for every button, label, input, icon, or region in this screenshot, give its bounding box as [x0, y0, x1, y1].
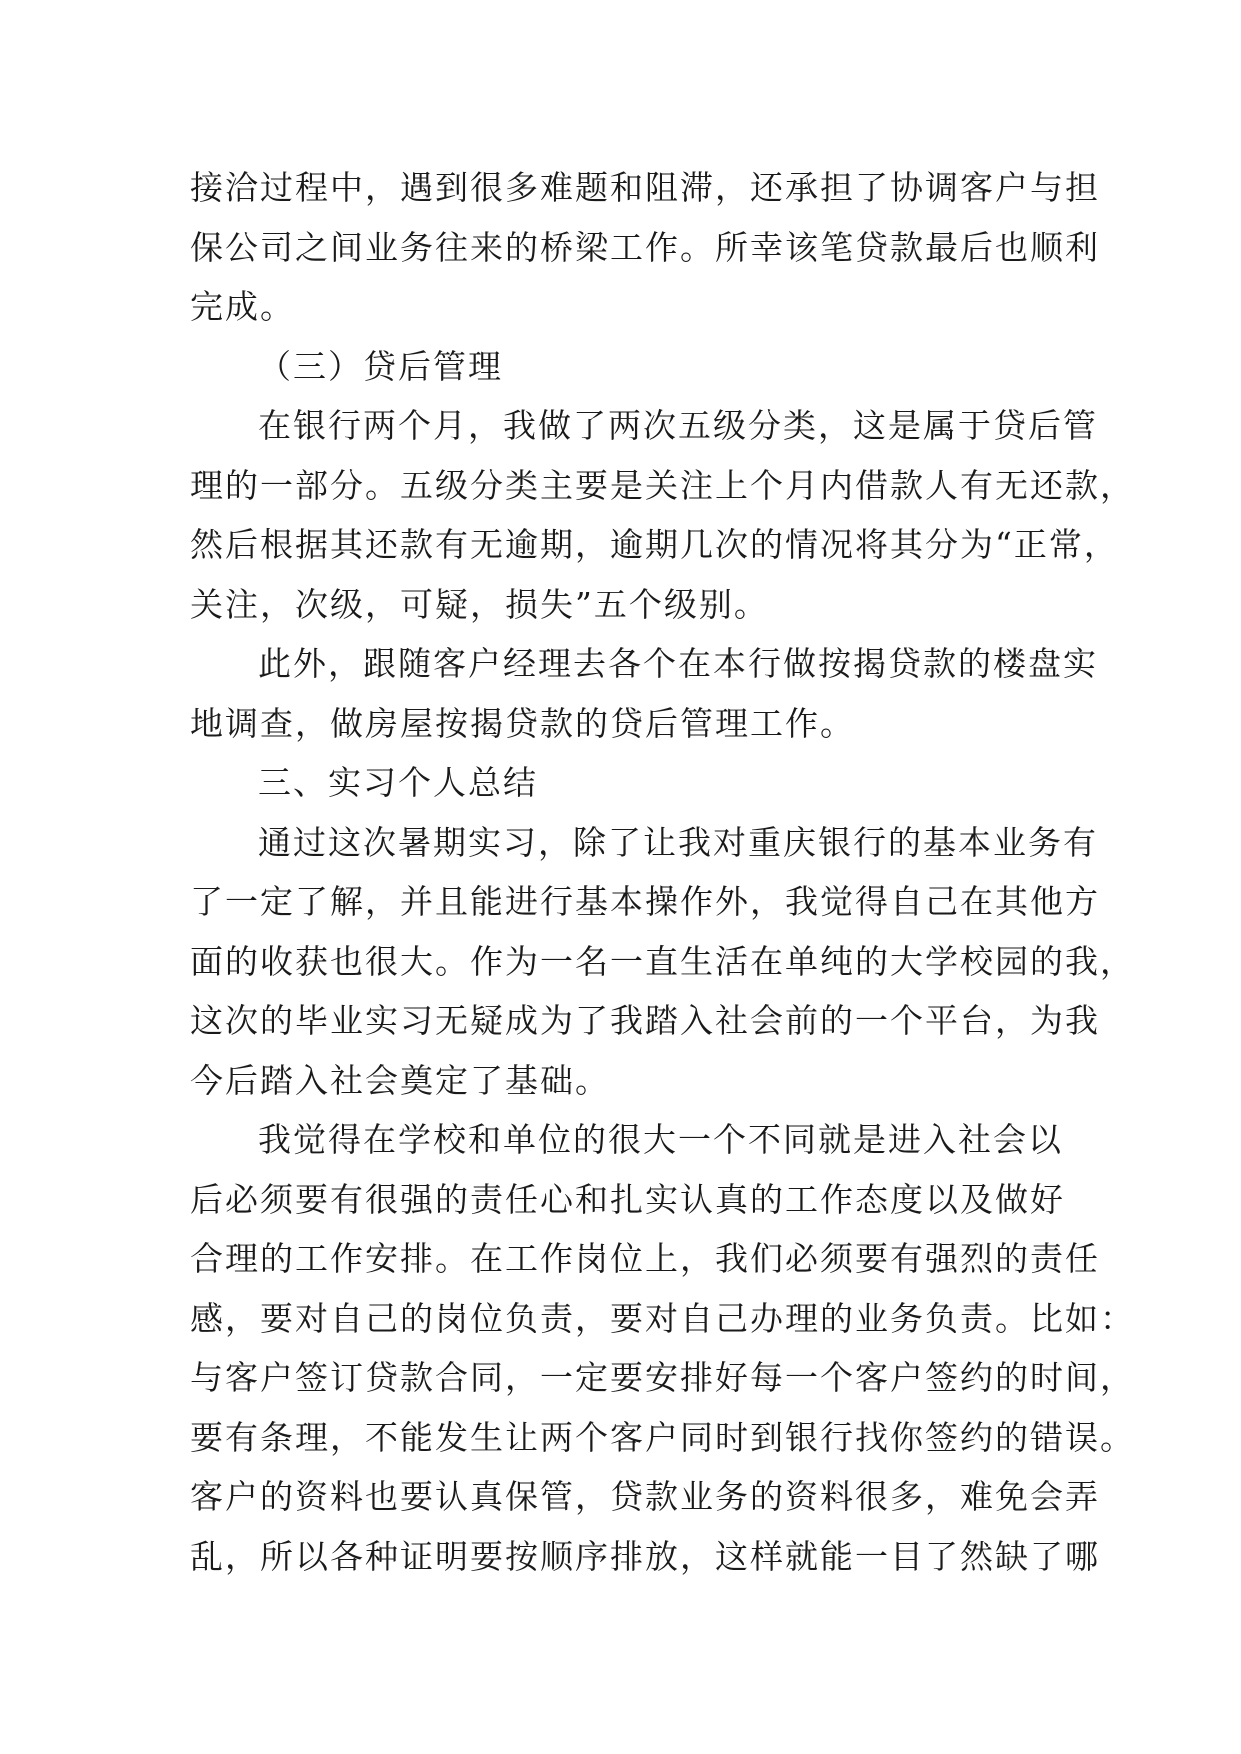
text-line: 保公司之间业务往来的桥梁工作。所幸该笔贷款最后也顺利 [190, 227, 1100, 267]
text-line: 乱，所以各种证明要按顺序排放，这样就能一目了然缺了哪 [190, 1536, 1100, 1576]
text-line: 感，要对自己的岗位负责，要对自己办理的业务负责。比如： [190, 1298, 1135, 1338]
text-line: 然后根据其还款有无逾期，逾期几次的情况将其分为“正常， [190, 525, 1119, 564]
text-line: 合理的工作安排。在工作岗位上，我们必须要有强烈的责任 [190, 1239, 1100, 1278]
paragraph-first-line: 我觉得在学校和单位的很大一个不同就是进入社会以 [258, 1120, 1063, 1159]
text-line: 要有条理，不能发生让两个客户同时到银行找你签约的错误。 [190, 1417, 1135, 1457]
paragraph-first-line: 通过这次暑期实习，除了让我对重庆银行的基本业务有 [258, 822, 1098, 862]
text-line: 与客户签订贷款合同，一定要安排好每一个客户签约的时间， [190, 1358, 1135, 1397]
text-line: 这次的毕业实习无疑成为了我踏入社会前的一个平台，为我 [190, 1001, 1100, 1040]
text-line: 地调查，做房屋按揭贷款的贷后管理工作。 [190, 703, 855, 743]
text-line: 面的收获也很大。作为一名一直生活在单纯的大学校园的我， [190, 941, 1135, 981]
text-line: 关注，次级，可疑，损失”五个级别。 [190, 584, 769, 624]
text-line: 客户的资料也要认真保管，贷款业务的资料很多，难免会弄 [190, 1477, 1100, 1516]
text-line: 接洽过程中，遇到很多难题和阻滞，还承担了协调客户与担 [190, 168, 1100, 207]
text-line: 后必须要有很强的责任心和扎实认真的工作态度以及做好 [190, 1179, 1065, 1219]
section-heading: 三、实习个人总结 [258, 763, 538, 802]
text-line: 理的一部分。五级分类主要是关注上个月内借款人有无还款， [190, 465, 1135, 505]
text-line: 完成。 [190, 287, 295, 326]
text-line: 了一定了解，并且能进行基本操作外，我觉得自己在其他方 [190, 882, 1100, 921]
body-text [190, 158, 1135, 1586]
paragraph-first-line: 在银行两个月，我做了两次五级分类，这是属于贷后管 [258, 406, 1098, 445]
paragraph-first-line: 此外，跟随客户经理去各个在本行做按揭贷款的楼盘实 [258, 644, 1098, 683]
section-heading: （三）贷后管理 [258, 346, 503, 386]
text-line: 今后踏入社会奠定了基础。 [190, 1060, 610, 1100]
